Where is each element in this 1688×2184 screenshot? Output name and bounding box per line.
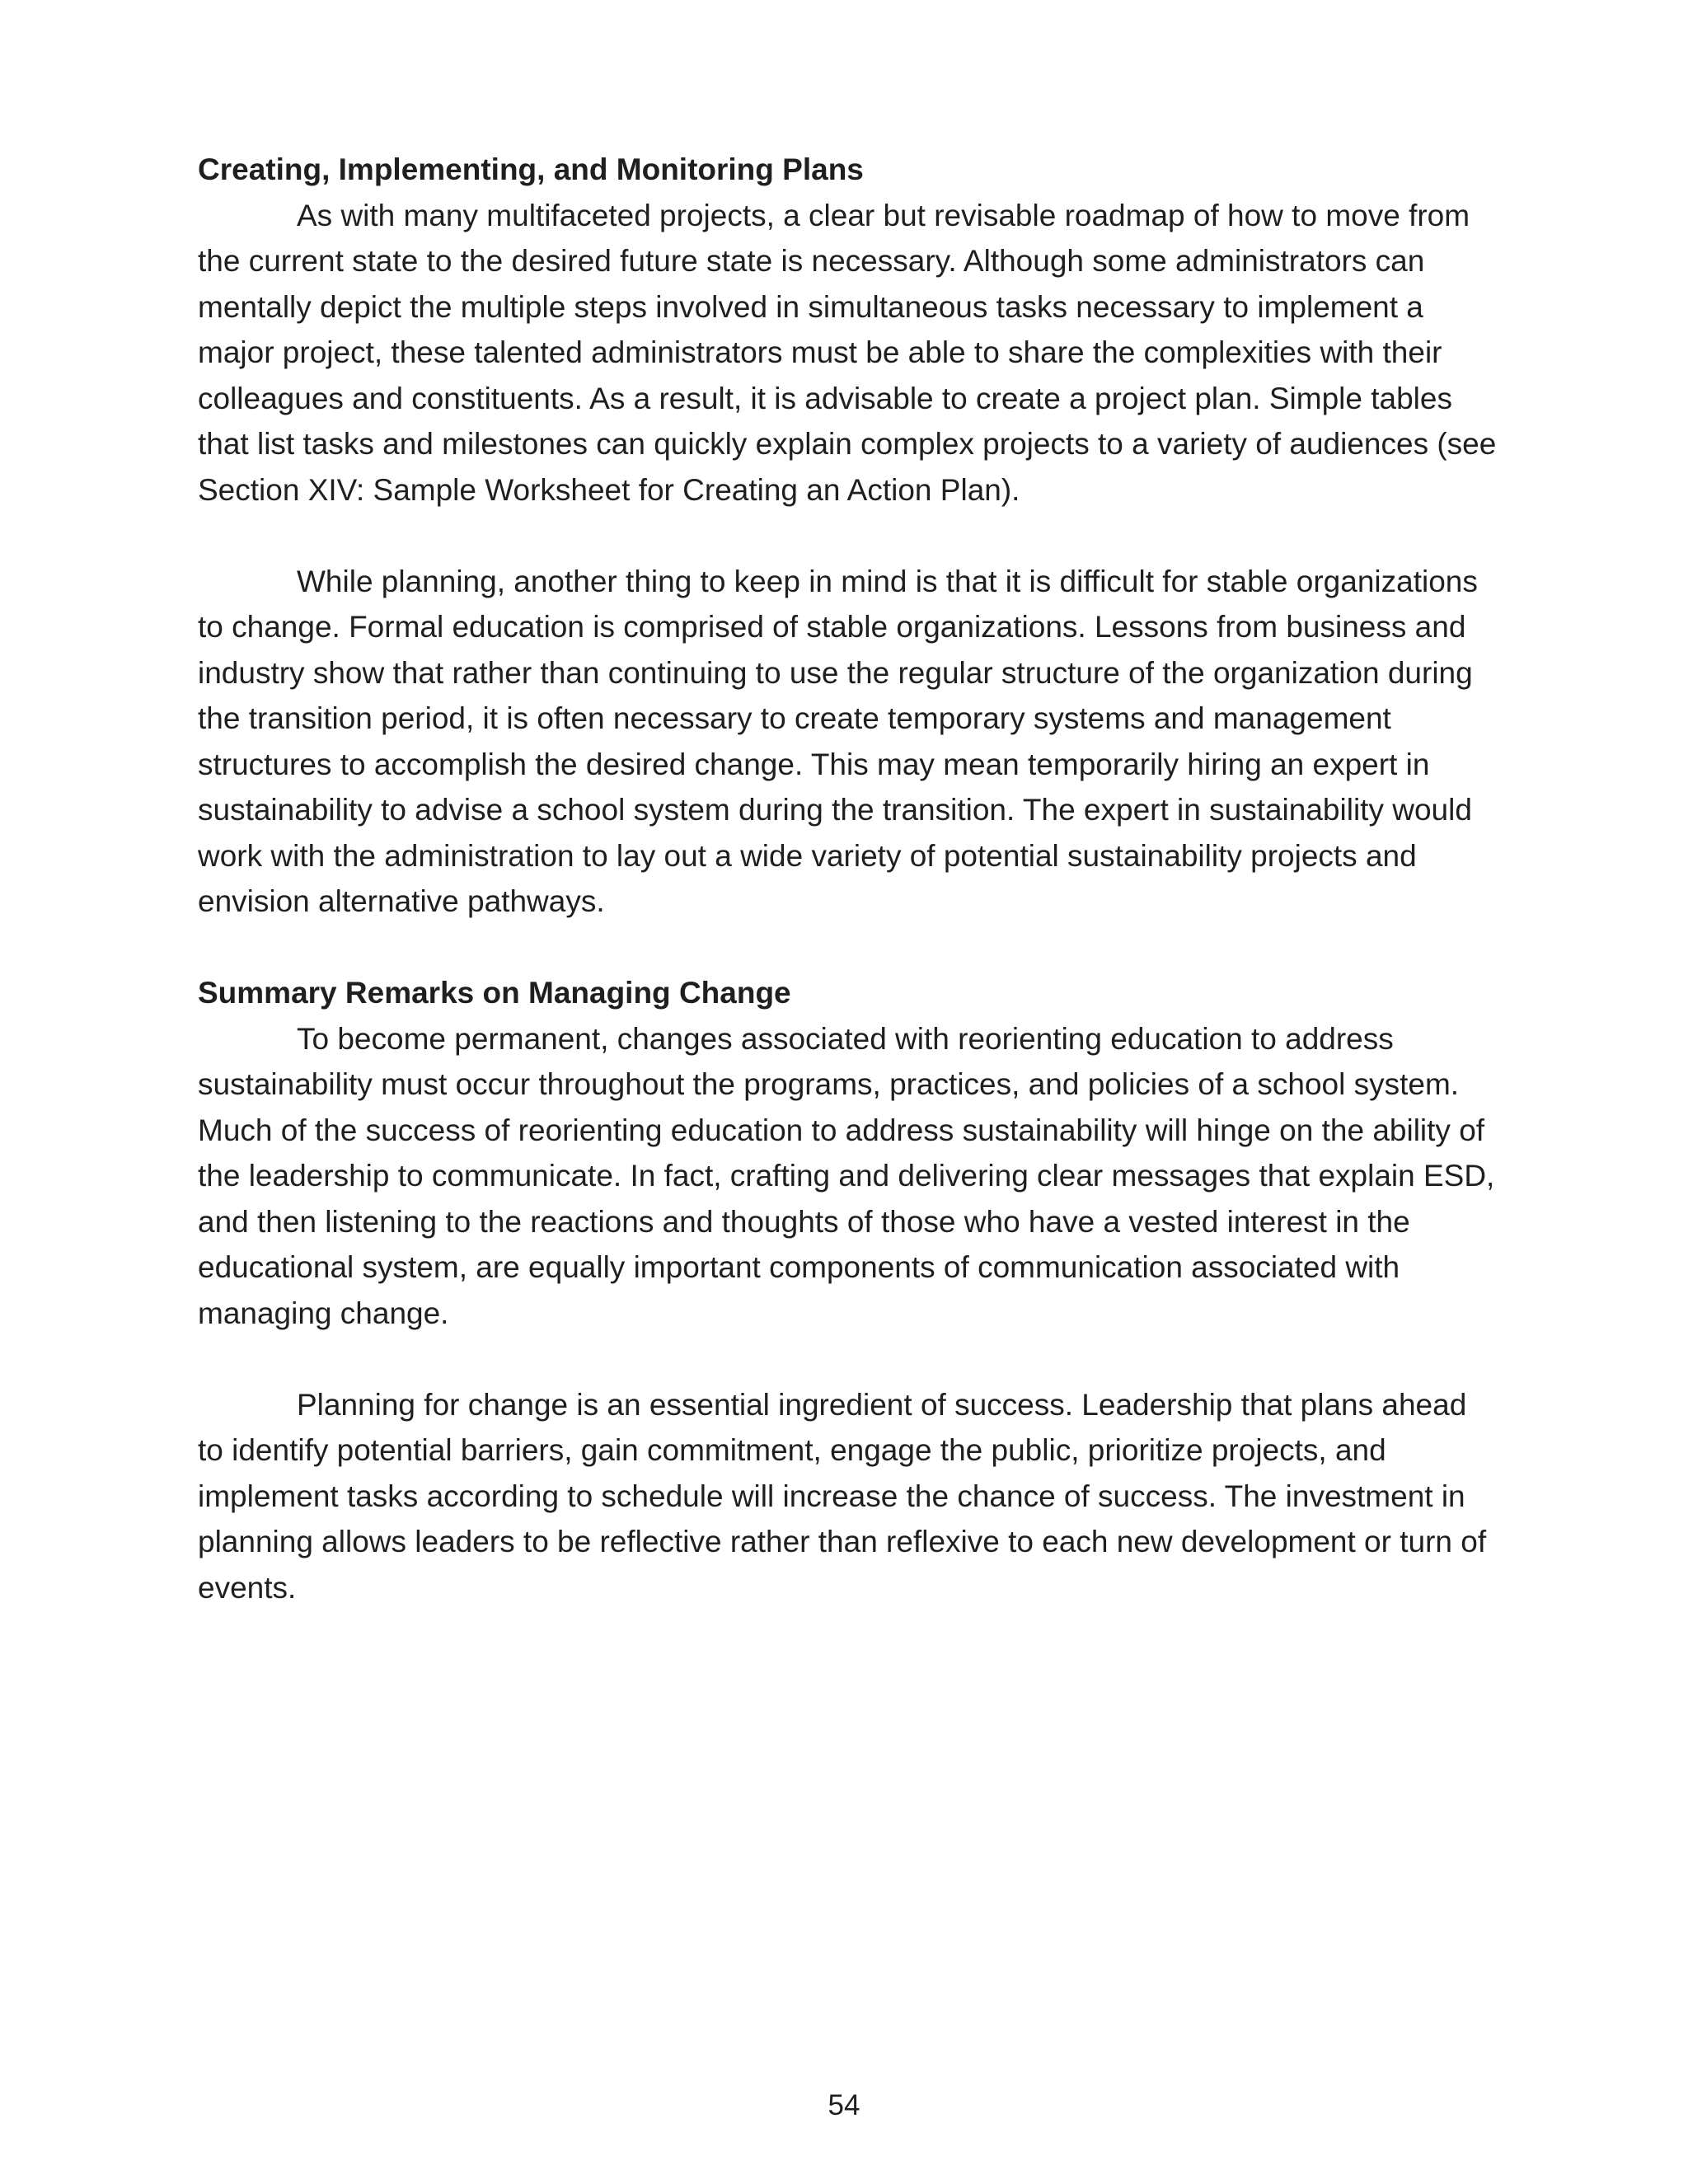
paragraph-spacer <box>198 1336 1500 1382</box>
paragraph-stable-organizations: While planning, another thing to keep in mind is that it is difficult for stable organizations to change. Formal education is comprised of stable organizations. Lessons from business and industry show that rather than continuing to use the regular structure of the organization during the transition period, it is often necessary to create temporary systems and management structures to accomplish the desired change. This may mean temporarily hiring an expert in sustainability to advise a school system during the transition. The expert in sustainability would work with the administration to lay out a wide variety of potential sustainability projects and envision alternative pathways. <box>198 564 1478 918</box>
page-number: 54 <box>828 2089 860 2121</box>
paragraph-spacer <box>198 513 1500 559</box>
paragraph-planning-for-change: Planning for change is an essential ingredient of success. Leadership that plans ahead to identify potential barriers, gain commitment, engage the public, prioritize projects, and implement tasks according to schedule will increase the chance of success. The investment in planning allows leaders to be reflective rather than reflexive to each new development or turn of events. <box>198 1387 1487 1605</box>
section-spacer <box>198 925 1500 971</box>
paragraph-permanent-changes: To become permanent, changes associated with reorienting education to address sustainability must occur throughout the programs, practices, and policies of a school system. Much of the success of reorienting education to address sustainability will hinge on the ability of the leadership to communicate. In fact, crafting and delivering clear messages that explain ESD, and then listening to the reactions and thoughts of those who have a vested interest in the educational system, are equally important components of communication associated with managing change. <box>198 1021 1495 1330</box>
section-heading-summary-remarks: Summary Remarks on Managing Change <box>198 976 791 1010</box>
paragraph-roadmap: As with many multifaceted projects, a clear but revisable roadmap of how to move from the current state to the desired future state is necessary. Although some administrators can mentally depict the multiple steps involved in simultaneous tasks necessary to implement a major project, these talented administrators must be able to share the complexities with their colleagues and constituents. As a result, it is advisable to create a project plan. Simple tables that list tasks and milestones can quickly explain complex projects to a variety of audiences (see Section XIV: Sample Worksheet for Creating an Action Plan). <box>198 198 1497 507</box>
section-heading-creating-plans: Creating, Implementing, and Monitoring Plans <box>198 152 864 186</box>
document-page <box>198 147 1500 1610</box>
